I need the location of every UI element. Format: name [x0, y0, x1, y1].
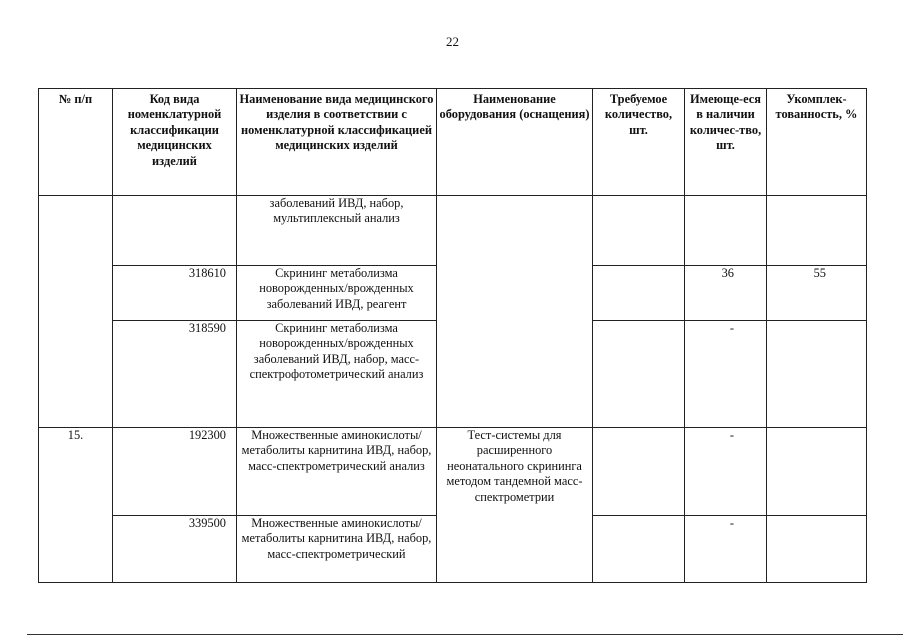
cell-code: 192300: [113, 428, 237, 516]
cell-name: Множественные аминокислоты/метаболиты карнитина ИВД, набор, масс-спектрометрический: [237, 516, 437, 583]
header-available: Имеюще-еся в наличии количес-тво, шт.: [685, 89, 767, 196]
header-required: Требуемое количество, шт.: [593, 89, 685, 196]
cell-name: заболеваний ИВД, набор, мультиплексный анализ: [237, 196, 437, 266]
cell-num: 15.: [39, 428, 113, 583]
cell-name: Скрининг метаболизма новорожденных/врожденных заболеваний ИВД, реагент: [237, 266, 437, 321]
page-number: 22: [446, 34, 459, 49]
cell-equipment: Тест-системы для расширенного неонатального скрининга методом тандемной масс-спектрометрии: [437, 428, 593, 583]
cell-available: 36: [685, 266, 767, 321]
cell-completeness: [767, 516, 867, 583]
cell-code: 318610: [113, 266, 237, 321]
header-num: № п/п: [39, 89, 113, 196]
cell-available: [685, 196, 767, 266]
cell-required: [593, 196, 685, 266]
cell-available: -: [685, 321, 767, 428]
header-equipment: Наименование оборудования (оснащения): [437, 89, 593, 196]
cell-name: Скрининг метаболизма новорожденных/врожденных заболеваний ИВД, набор, масс-спектрофотометрический анализ: [237, 321, 437, 428]
cell-required: [593, 266, 685, 321]
cell-completeness: [767, 196, 867, 266]
cell-required: [593, 516, 685, 583]
cell-code: 339500: [113, 516, 237, 583]
equipment-table: [38, 88, 867, 583]
cell-num: [39, 196, 113, 428]
cell-available: -: [685, 516, 767, 583]
table-row: [39, 196, 867, 266]
cell-completeness: [767, 428, 867, 516]
header-completeness: Укомплек-тованность, %: [767, 89, 867, 196]
header-name: Наименование вида медицинского изделия в соответствии с номенклатурной классификацией медицинских изделий: [237, 89, 437, 196]
cell-completeness: [767, 321, 867, 428]
cell-completeness: 55: [767, 266, 867, 321]
cell-required: [593, 321, 685, 428]
cell-code: 318590: [113, 321, 237, 428]
cell-available: -: [685, 428, 767, 516]
cell-equipment: [437, 196, 593, 428]
header-code: Код вида номенклатурной классификации медицинских изделий: [113, 89, 237, 196]
cell-required: [593, 428, 685, 516]
cell-code: [113, 196, 237, 266]
bottom-rule: [27, 634, 903, 635]
cell-name: Множественные аминокислоты/метаболиты карнитина ИВД, набор, масс-спектрометрический анализ: [237, 428, 437, 516]
table-header-row: [39, 89, 867, 196]
table-row: [39, 428, 867, 516]
